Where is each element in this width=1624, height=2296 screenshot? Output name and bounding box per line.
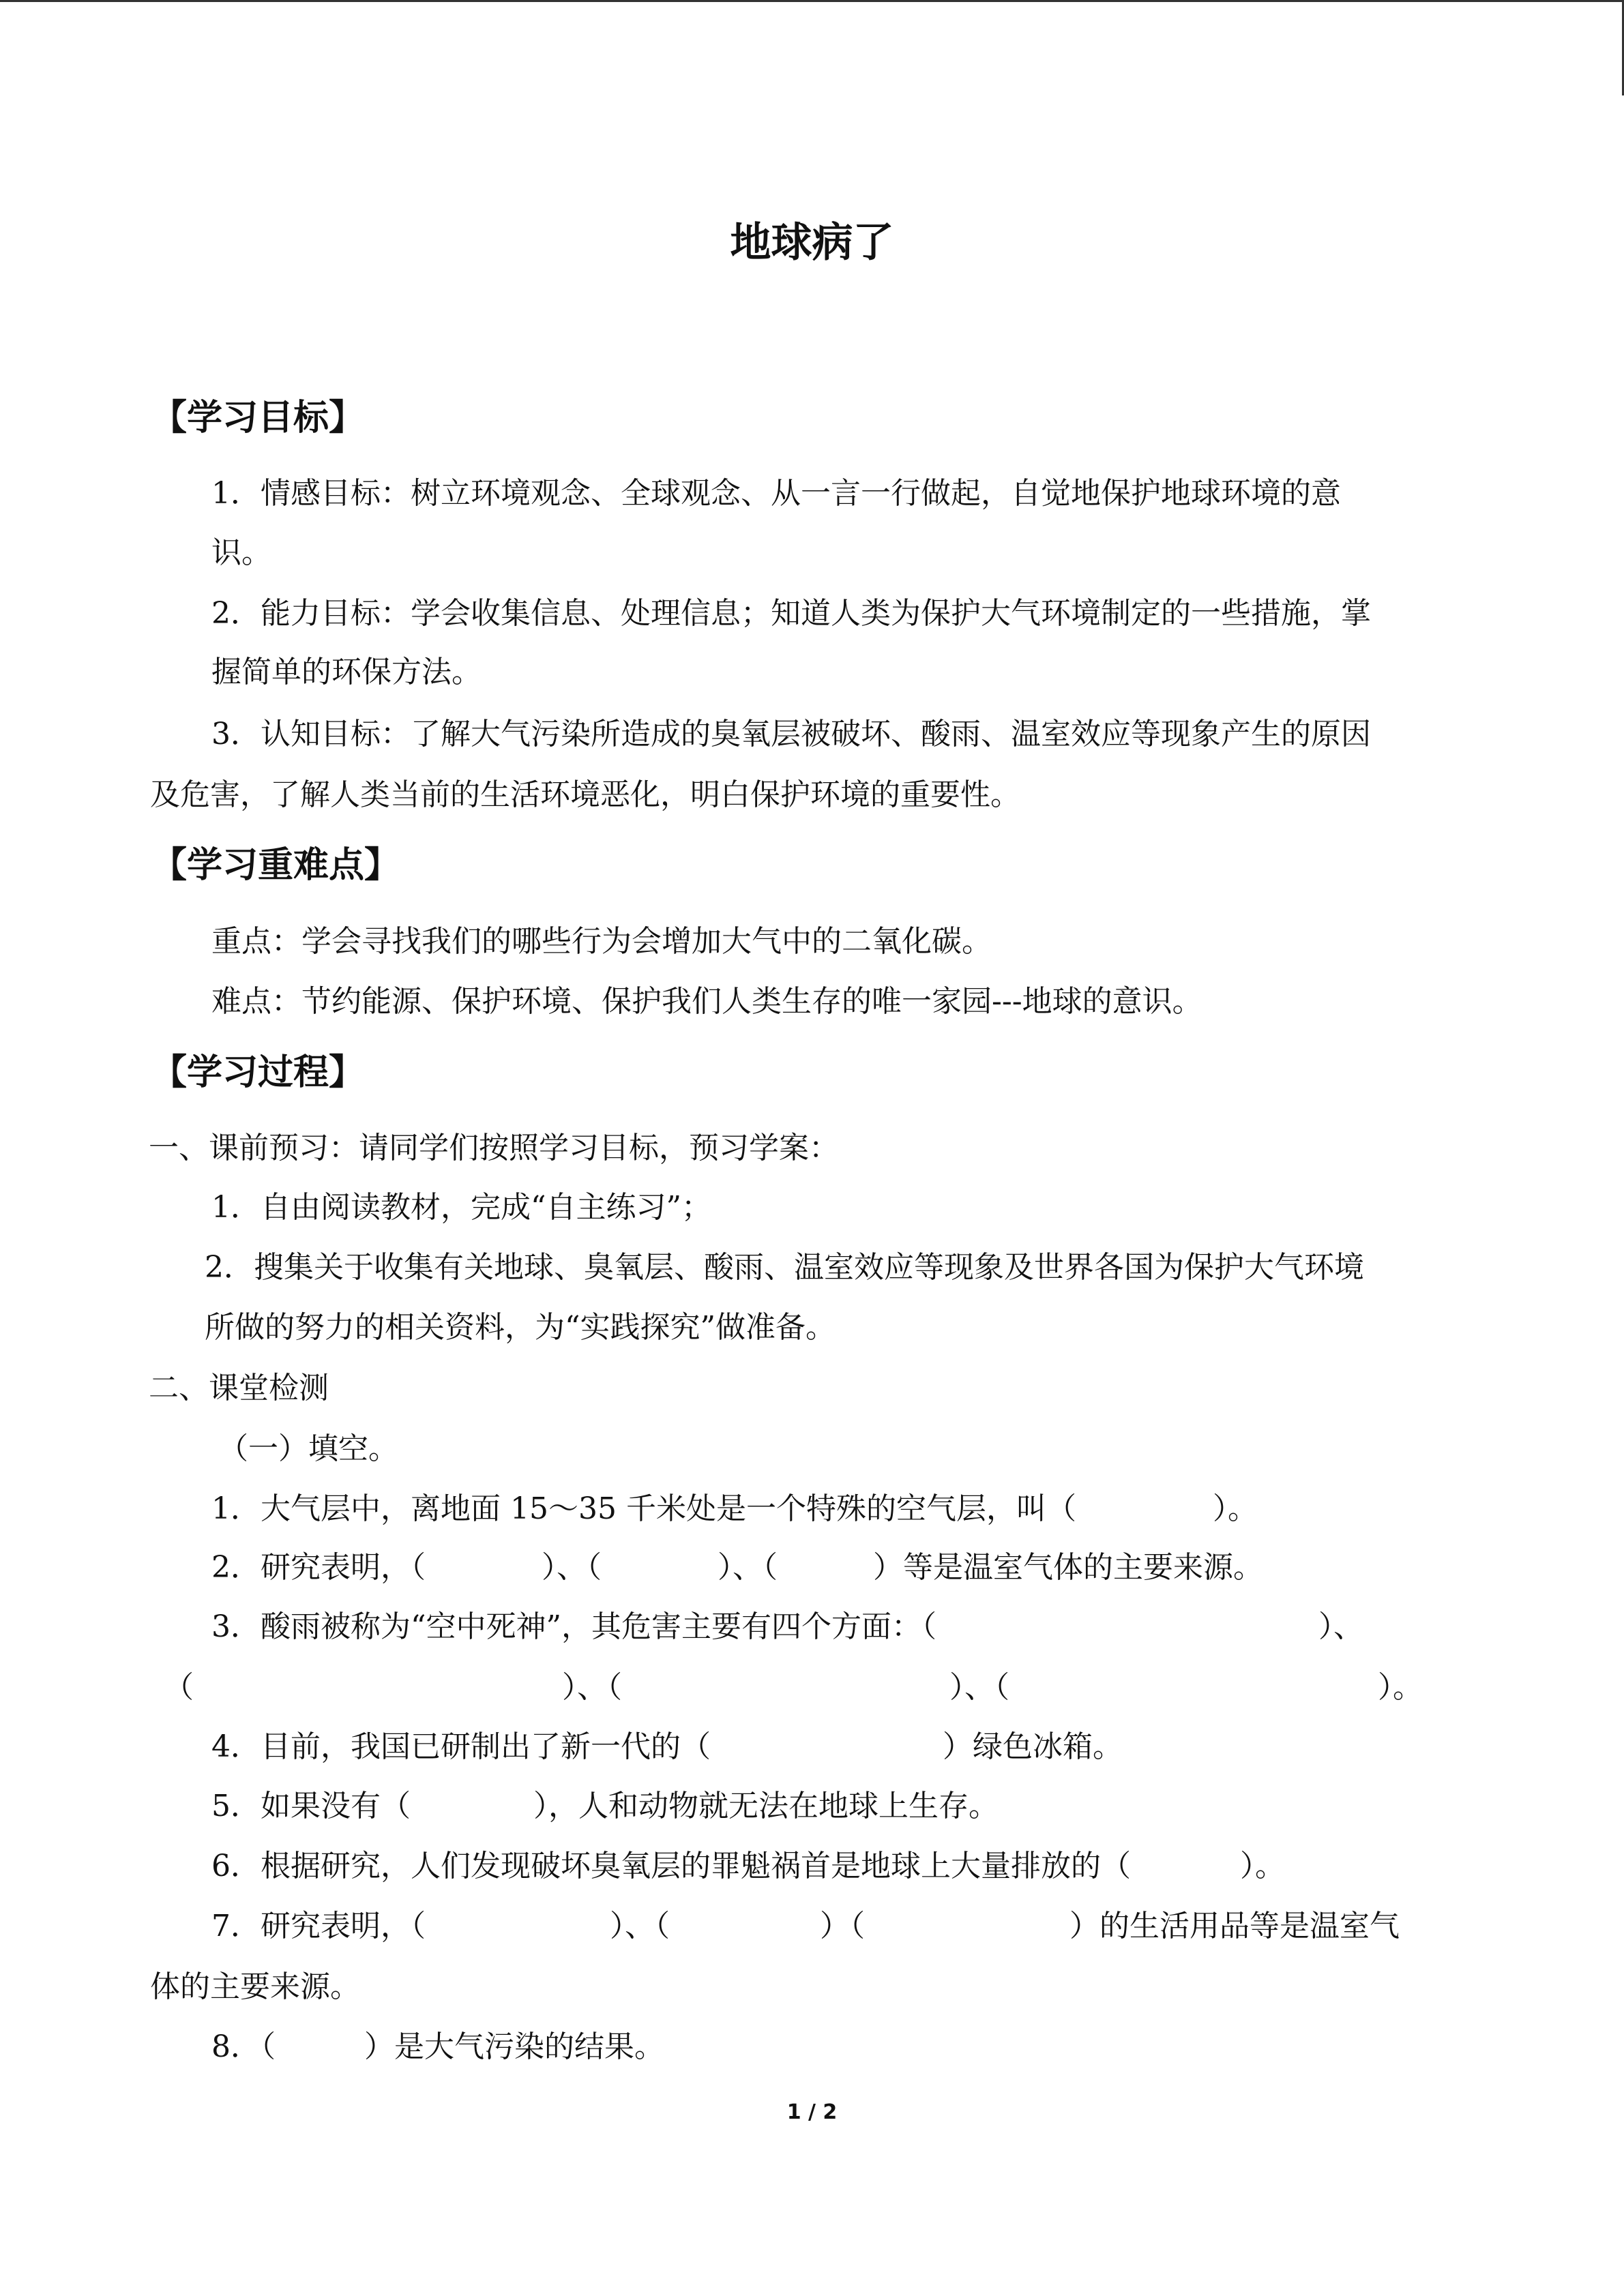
goal-line-2: 识。 xyxy=(211,535,271,570)
question-5: 5．如果没有（ ），人和动物就无法在地球上生存。 xyxy=(211,1789,999,1823)
fill-blank-heading: （一）填空。 xyxy=(218,1431,398,1466)
question-7-cont: 体的主要来源。 xyxy=(150,1969,360,2004)
goal-line-1: 1．情感目标：树立环境观念、全球观念、从一言一行做起，自觉地保护地球环境的意 xyxy=(211,476,1341,511)
key-point: 重点：学会寻找我们的哪些行为会增加大气中的二氧化碳。 xyxy=(211,924,992,959)
question-7: 7．研究表明，（ ）、（ ）（ ）的生活用品等是温室气 xyxy=(211,1909,1400,1943)
question-1: 1．大气层中，离地面 15～35 千米处是一个特殊的空气层，叫（ ）。 xyxy=(211,1491,1258,1526)
goal-line-5: 3．认知目标：了解大气污染所造成的臭氧层被破坏、酸雨、温室效应等现象产生的原因 xyxy=(211,717,1371,751)
question-4: 4．目前，我国已研制出了新一代的（ ）绿色冰箱。 xyxy=(211,1729,1123,1764)
goal-line-3: 2．能力目标：学会收集信息、处理信息；知道人类为保护大气环境制定的一些措施，掌 xyxy=(211,596,1371,631)
top-border xyxy=(0,0,1624,2)
preview-item-2: 2．搜集关于收集有关地球、臭氧层、酸雨、温室效应等现象及世界各国为保护大气环境 xyxy=(205,1250,1364,1285)
classroom-heading: 二、课堂检测 xyxy=(149,1371,329,1405)
question-3: 3．酸雨被称为“空中死神”，其危害主要有四个方面：（ ）、 xyxy=(211,1609,1363,1644)
goal-line-6: 及危害，了解人类当前的生活环境恶化，明白保护环境的重要性。 xyxy=(150,777,1020,812)
question-2: 2．研究表明，（ ）、（ ）、（ ）等是温室气体的主要来源。 xyxy=(211,1550,1263,1585)
preview-heading: 一、课前预习：请同学们按照学习目标，预习学案： xyxy=(149,1131,839,1165)
preview-item-2-cont: 所做的努力的相关资料，为“实践探究”做准备。 xyxy=(205,1310,836,1345)
question-3-cont: （ ）、（ ）、（ ）。 xyxy=(164,1670,1423,1705)
key-heading: 【学习重难点】 xyxy=(151,845,400,886)
difficult-point: 难点：节约能源、保护环境、保护我们人类生存的唯一家园---地球的意识。 xyxy=(211,984,1202,1019)
goal-line-4: 握简单的环保方法。 xyxy=(211,655,482,689)
page-title: 地球病了 xyxy=(730,219,894,267)
goals-heading: 【学习目标】 xyxy=(151,398,365,438)
process-heading: 【学习过程】 xyxy=(151,1052,365,1093)
preview-item-1: 1．自由阅读教材，完成“自主练习”； xyxy=(211,1190,711,1225)
question-6: 6．根据研究，人们发现破坏臭氧层的罪魁祸首是地球上大量排放的（ ）。 xyxy=(211,1849,1285,1883)
question-8: 8．（ ）是大气污染的结果。 xyxy=(211,2029,664,2064)
page-number: 1 / 2 xyxy=(786,2100,838,2124)
